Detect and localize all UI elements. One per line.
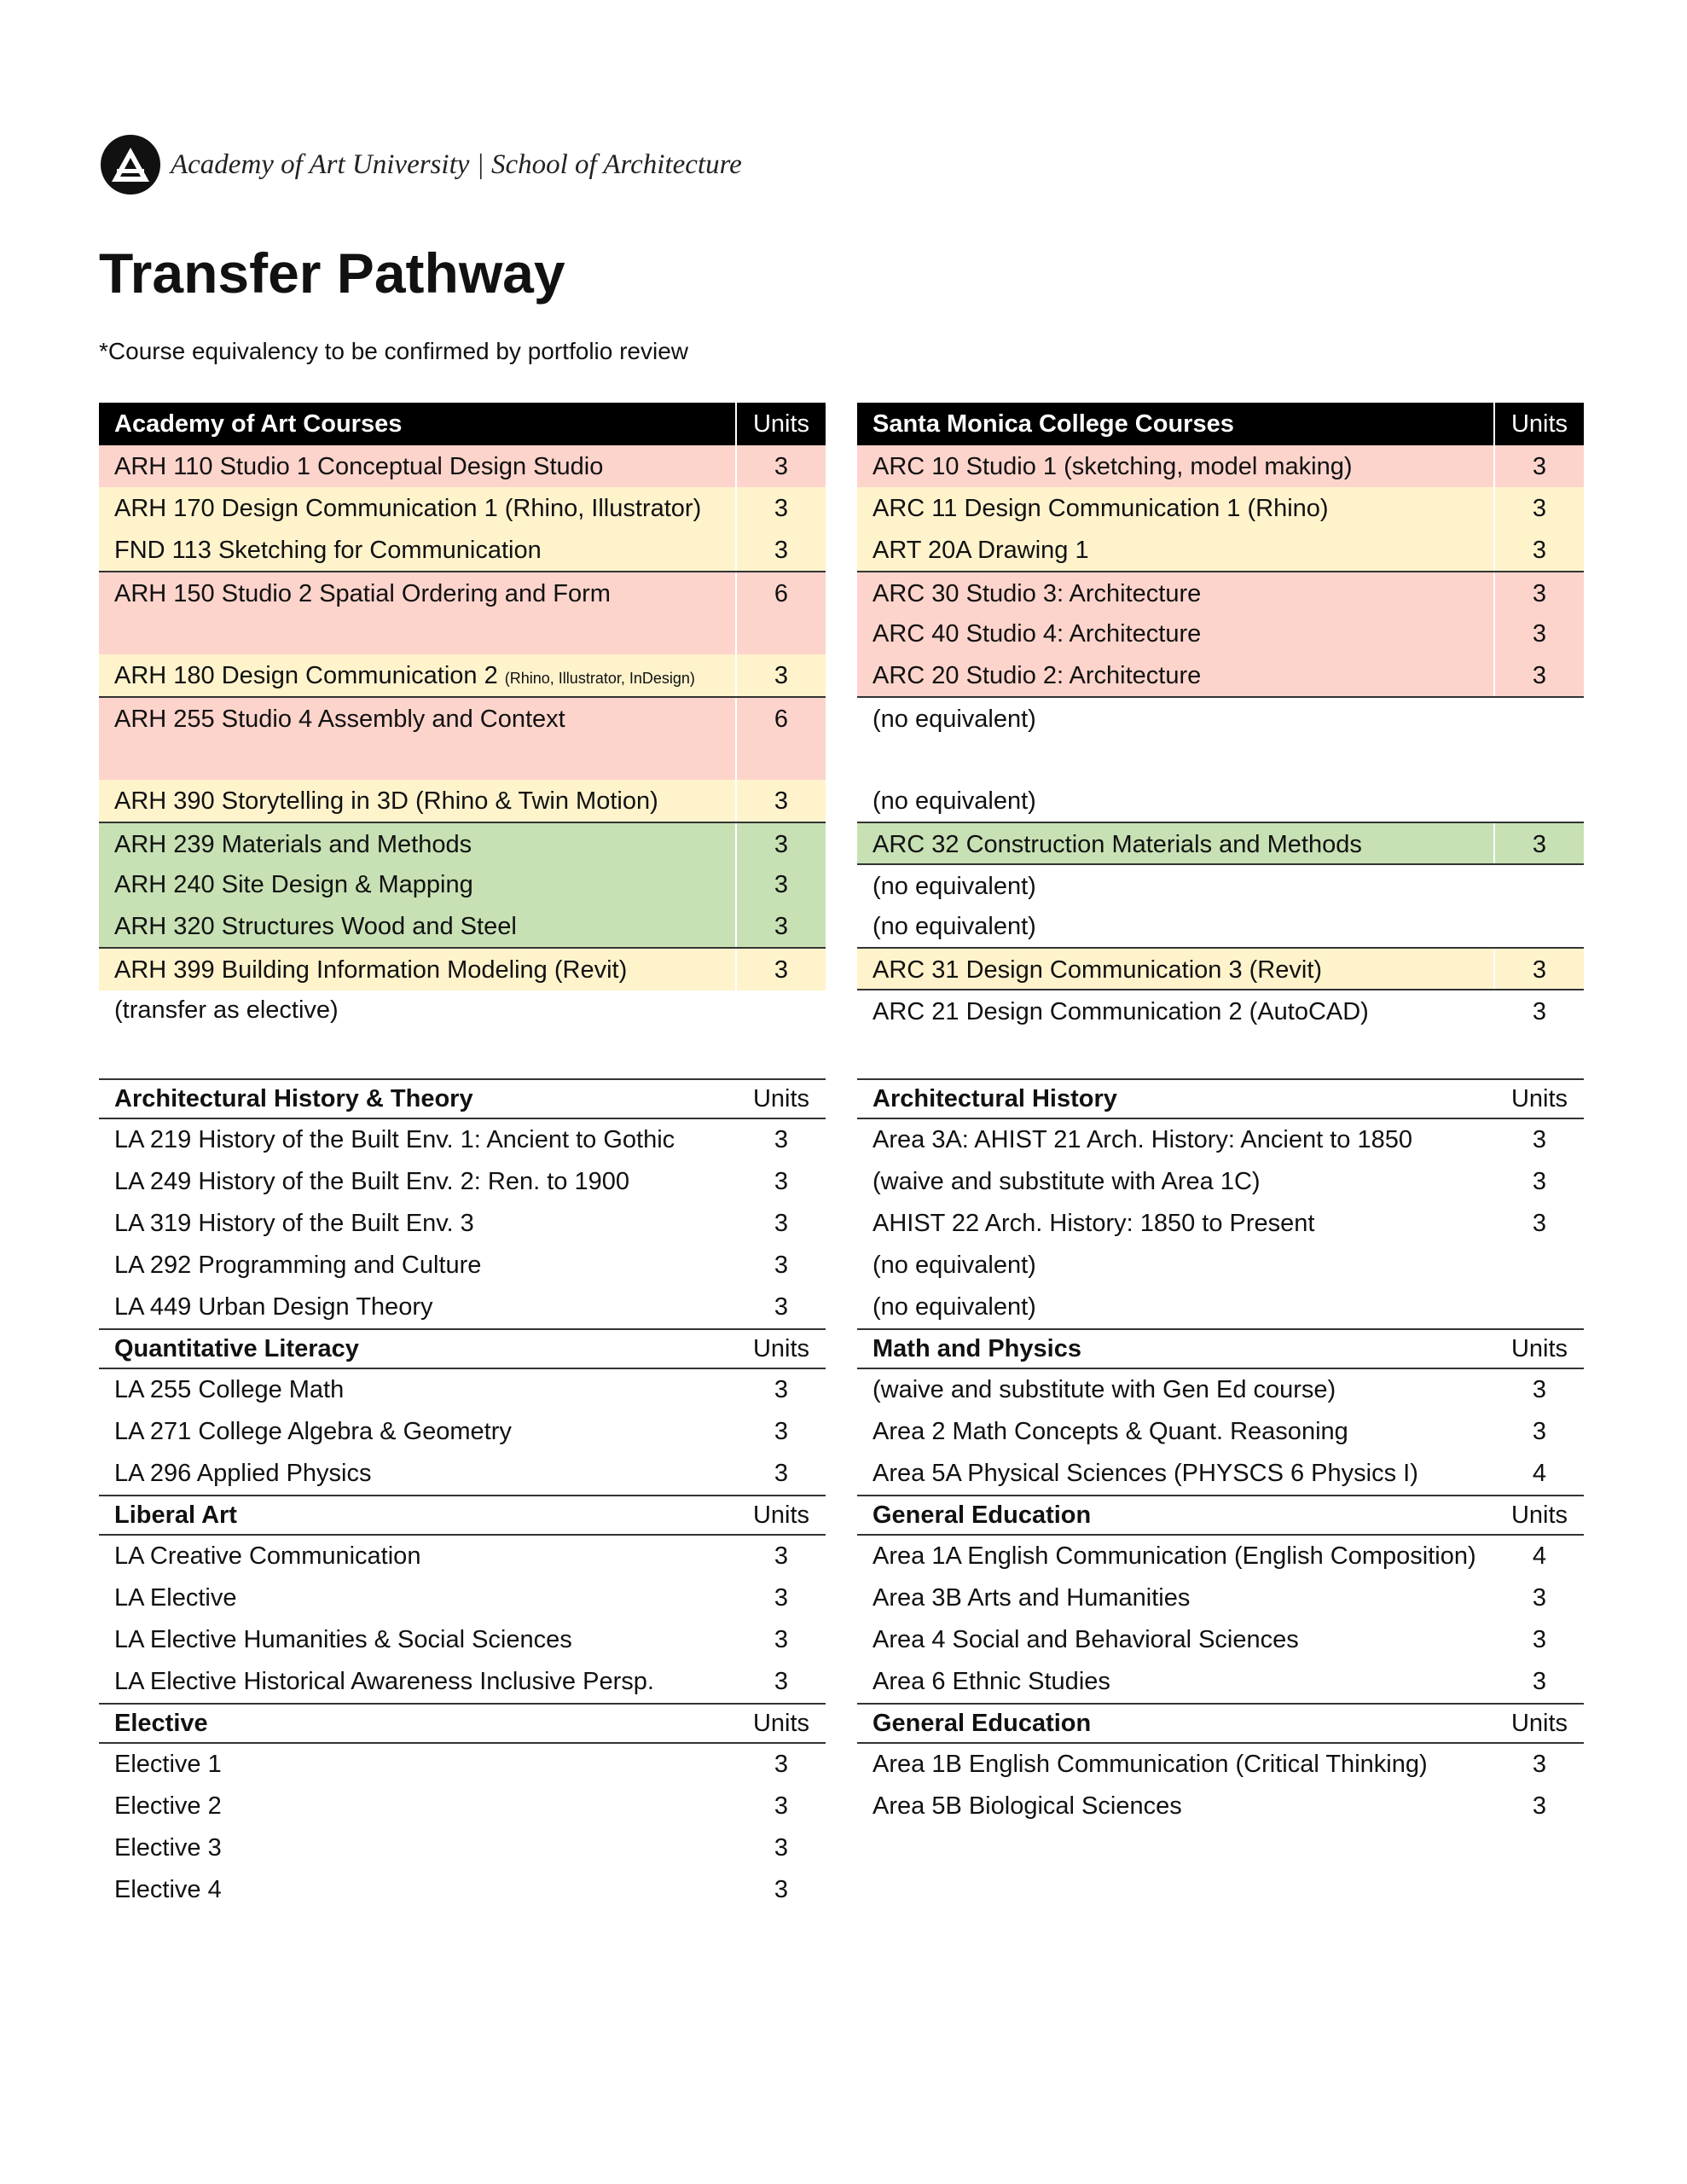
course-units: 3 xyxy=(1532,1418,1547,1445)
table-row xyxy=(99,654,826,696)
course-name: Area 1A English Communication (English Composition) xyxy=(872,1542,1476,1570)
course-units: 3 xyxy=(1532,1210,1547,1237)
section-history-theory xyxy=(99,1078,826,1328)
table-row xyxy=(857,1119,1584,1161)
institution-name: Academy of Art University | School of Architecture xyxy=(171,148,742,180)
course-name: Area 5A Physical Sciences (PHYSCS 6 Physics I) xyxy=(872,1460,1418,1487)
units-header: Units xyxy=(1510,1084,1568,1112)
aau-table-header xyxy=(99,403,826,445)
section-title: Quantitative Literacy xyxy=(114,1334,359,1362)
table-row xyxy=(99,1411,826,1453)
units-header: Units xyxy=(752,1709,810,1737)
smc-requirement-sections xyxy=(857,1078,1584,1827)
institution-header xyxy=(101,135,742,195)
course-units: 3 xyxy=(774,1168,789,1195)
table-row xyxy=(857,571,1584,614)
course-units: 3 xyxy=(1532,1126,1547,1153)
course-units: 3 xyxy=(1532,1168,1547,1195)
course-name: Elective 3 xyxy=(114,1834,222,1862)
units-header: Units xyxy=(1493,403,1584,445)
table-row xyxy=(857,1161,1584,1203)
equivalency-note: *Course equivalency to be confirmed by portfolio review xyxy=(99,338,689,364)
table-row xyxy=(857,654,1584,696)
course-name: (no equivalent) xyxy=(872,913,1036,940)
course-units: 3 xyxy=(735,905,826,947)
course-units: 3 xyxy=(774,1668,789,1695)
course-units: 6 xyxy=(735,572,826,656)
table-row xyxy=(857,780,1584,822)
course-units: 3 xyxy=(1493,654,1584,696)
course-name: ARH 240 Site Design & Mapping xyxy=(114,871,473,898)
table-row xyxy=(99,487,826,529)
course-units: 3 xyxy=(1532,1751,1547,1778)
course-units xyxy=(1495,905,1584,947)
course-name: ARH 399 Building Information Modeling (Revit) xyxy=(114,956,628,984)
course-name: Elective 2 xyxy=(114,1792,222,1820)
course-name: LA Elective Humanities & Social Sciences xyxy=(114,1626,572,1653)
course-units: 3 xyxy=(735,654,826,696)
table-row xyxy=(857,1536,1584,1577)
course-name: ARH 390 Storytelling in 3D (Rhino & Twin Motion) xyxy=(114,787,658,815)
course-name: ARC 11 Design Communication 1 (Rhino) xyxy=(872,495,1329,522)
course-name: Area 6 Ethnic Studies xyxy=(872,1668,1110,1695)
course-units: 3 xyxy=(774,1252,789,1279)
course-name: Area 1B English Communication (Critical Thinking) xyxy=(872,1751,1428,1778)
course-units: 3 xyxy=(735,863,826,905)
table-row xyxy=(857,905,1584,947)
course-units: 3 xyxy=(735,823,826,865)
course-name: LA 296 Applied Physics xyxy=(114,1460,372,1487)
course-name: ARH 239 Materials and Methods xyxy=(114,831,472,858)
course-name: LA 271 College Algebra & Geometry xyxy=(114,1418,512,1445)
section-header xyxy=(857,1703,1584,1744)
course-units: 4 xyxy=(1532,1460,1547,1487)
course-name: (no equivalent) xyxy=(872,787,1036,815)
course-units: 3 xyxy=(774,1876,789,1903)
section-title: General Education xyxy=(872,1709,1092,1737)
course-name: (no equivalent) xyxy=(872,873,1036,900)
course-name: LA Elective Historical Awareness Inclusive Persp. xyxy=(114,1668,654,1695)
table-row xyxy=(99,1744,826,1786)
table-row xyxy=(857,1245,1584,1287)
smc-table-header xyxy=(857,403,1584,445)
table-row xyxy=(99,1119,826,1161)
course-units: 3 xyxy=(1493,487,1584,529)
table-row xyxy=(99,1619,826,1661)
table-row xyxy=(99,822,826,865)
course-name: ARC 10 Studio 1 (sketching, model making) xyxy=(872,453,1353,480)
course-name: ARC 30 Studio 3: Architecture xyxy=(872,580,1202,607)
course-name: ARH 170 Design Communication 1 (Rhino, Illustrator) xyxy=(114,495,702,522)
course-name: (waive and substitute with Area 1C) xyxy=(872,1168,1261,1195)
section-header xyxy=(857,1078,1584,1119)
table-row xyxy=(857,696,1584,781)
course-units: 3 xyxy=(774,1792,789,1820)
section-general-education-1 xyxy=(857,1495,1584,1703)
course-name: ARH 150 Studio 2 Spatial Ordering and Form xyxy=(114,580,611,607)
units-header: Units xyxy=(1510,1334,1568,1362)
table-row xyxy=(857,947,1584,990)
table-row xyxy=(99,989,826,1031)
course-units: 3 xyxy=(1493,949,1584,990)
table-row xyxy=(857,487,1584,529)
table-row xyxy=(857,822,1584,865)
course-units: 3 xyxy=(774,1126,789,1153)
table-row xyxy=(99,1369,826,1411)
course-units: 3 xyxy=(774,1542,789,1570)
table-row xyxy=(99,1453,826,1495)
course-name: LA 219 History of the Built Env. 1: Ancient to Gothic xyxy=(114,1126,675,1153)
section-title: Liberal Art xyxy=(114,1501,237,1529)
section-title: Architectural History & Theory xyxy=(114,1084,473,1112)
table-row xyxy=(857,1619,1584,1661)
table-row xyxy=(857,1369,1584,1411)
table-row xyxy=(99,1869,826,1911)
course-units xyxy=(737,989,826,1031)
course-name: (no equivalent) xyxy=(872,1252,1036,1279)
course-name: (no equivalent) xyxy=(872,706,1036,733)
table-row xyxy=(857,1287,1584,1328)
course-name: Area 5B Biological Sciences xyxy=(872,1792,1182,1820)
course-name: LA 292 Programming and Culture xyxy=(114,1252,482,1279)
section-header xyxy=(99,1078,826,1119)
aau-requirement-sections xyxy=(99,1078,826,1911)
section-general-education-2 xyxy=(857,1703,1584,1827)
course-name: ARC 20 Studio 2: Architecture xyxy=(872,662,1202,689)
table-row xyxy=(99,1245,826,1287)
course-name: ART 20A Drawing 1 xyxy=(872,537,1089,564)
course-units: 3 xyxy=(774,1626,789,1653)
course-units: 3 xyxy=(1493,445,1584,487)
course-name: ARH 320 Structures Wood and Steel xyxy=(114,913,517,940)
table-row xyxy=(99,1536,826,1577)
course-name: (waive and substitute with Gen Ed course) xyxy=(872,1376,1336,1403)
units-header: Units xyxy=(752,1084,810,1112)
units-header: Units xyxy=(735,403,826,445)
table-row xyxy=(99,1287,826,1328)
table-row xyxy=(99,947,826,990)
aau-course-table xyxy=(99,403,826,1043)
course-units: 3 xyxy=(735,529,826,571)
table-row xyxy=(99,780,826,822)
section-title: Architectural History xyxy=(872,1084,1117,1112)
course-name: Area 4 Social and Behavioral Sciences xyxy=(872,1626,1299,1653)
units-header: Units xyxy=(1510,1709,1568,1737)
course-units: 3 xyxy=(1532,1626,1547,1653)
course-name: Area 3B Arts and Humanities xyxy=(872,1584,1191,1612)
table-row xyxy=(857,1453,1584,1495)
course-name: LA Creative Communication xyxy=(114,1542,421,1570)
units-header: Units xyxy=(1510,1501,1568,1529)
course-units: 6 xyxy=(735,698,826,781)
section-elective xyxy=(99,1703,826,1911)
table-row xyxy=(857,989,1584,1032)
table-row xyxy=(99,1661,826,1703)
table-row xyxy=(99,571,826,656)
table-row xyxy=(857,1577,1584,1619)
course-units: 3 xyxy=(1532,1668,1547,1695)
course-units: 3 xyxy=(774,1418,789,1445)
course-units: 3 xyxy=(774,1751,789,1778)
course-name: LA 249 History of the Built Env. 2: Ren. to 1900 xyxy=(114,1168,629,1195)
course-units: 3 xyxy=(1532,1584,1547,1612)
course-name: LA 319 History of the Built Env. 3 xyxy=(114,1210,474,1237)
course-name: ARC 21 Design Communication 2 (AutoCAD) xyxy=(872,998,1369,1025)
course-name: Elective 1 xyxy=(114,1751,222,1778)
units-header: Units xyxy=(752,1501,810,1529)
section-header xyxy=(99,1328,826,1369)
table-row xyxy=(857,445,1584,487)
course-name: ARC 40 Studio 4: Architecture xyxy=(872,620,1202,648)
course-units: 3 xyxy=(1493,572,1584,614)
course-name: Elective 4 xyxy=(114,1876,222,1903)
course-units: 3 xyxy=(774,1293,789,1321)
smc-header-title: Santa Monica College Courses xyxy=(872,410,1234,438)
course-units: 3 xyxy=(774,1376,789,1403)
course-name: Area 2 Math Concepts & Quant. Reasoning xyxy=(872,1418,1348,1445)
course-units: 3 xyxy=(1493,529,1584,571)
table-row xyxy=(857,1203,1584,1245)
section-header xyxy=(857,1328,1584,1369)
table-row xyxy=(857,1661,1584,1703)
course-units: 3 xyxy=(1532,998,1547,1025)
section-title: Elective xyxy=(114,1709,208,1737)
course-name: ARC 32 Construction Materials and Methods xyxy=(872,831,1362,858)
course-name: LA 449 Urban Design Theory xyxy=(114,1293,433,1321)
course-name: FND 113 Sketching for Communication xyxy=(114,537,542,564)
course-name: LA 255 College Math xyxy=(114,1376,345,1403)
course-name: AHIST 22 Arch. History: 1850 to Present xyxy=(872,1210,1315,1237)
section-header xyxy=(99,1703,826,1744)
section-architectural-history xyxy=(857,1078,1584,1328)
course-units: 3 xyxy=(774,1834,789,1862)
table-row xyxy=(857,1744,1584,1786)
units-header: Units xyxy=(752,1334,810,1362)
course-units xyxy=(1495,698,1584,781)
table-row xyxy=(857,613,1584,654)
section-liberal-art xyxy=(99,1495,826,1703)
page-title: Transfer Pathway xyxy=(99,241,565,305)
course-units: 3 xyxy=(1532,1792,1547,1820)
section-header xyxy=(857,1495,1584,1536)
section-math-physics xyxy=(857,1328,1584,1495)
course-units xyxy=(1495,780,1584,822)
table-row xyxy=(99,529,826,571)
table-row xyxy=(99,445,826,487)
section-title: General Education xyxy=(872,1501,1092,1529)
course-name: ARH 255 Studio 4 Assembly and Context xyxy=(114,706,565,733)
course-units: 4 xyxy=(1532,1542,1547,1570)
aau-header-title: Academy of Art Courses xyxy=(114,410,403,438)
table-row xyxy=(857,1411,1584,1453)
table-row xyxy=(857,863,1584,907)
course-units: 3 xyxy=(774,1210,789,1237)
course-units: 3 xyxy=(735,780,826,822)
table-row xyxy=(99,1827,826,1869)
academy-logo-icon xyxy=(101,135,160,195)
course-units: 3 xyxy=(735,487,826,529)
table-row xyxy=(857,529,1584,571)
section-quantitative-literacy xyxy=(99,1328,826,1495)
table-row xyxy=(99,696,826,781)
table-row xyxy=(857,1786,1584,1827)
course-units: 3 xyxy=(735,445,826,487)
table-row xyxy=(99,863,826,905)
course-units: 3 xyxy=(735,949,826,990)
course-units: 3 xyxy=(1493,823,1584,865)
table-row xyxy=(99,1161,826,1203)
table-row xyxy=(99,905,826,947)
course-name: ARH 110 Studio 1 Conceptual Design Studio xyxy=(114,453,604,480)
course-units: 3 xyxy=(774,1584,789,1612)
course-name: ARH 180 Design Communication 2 (Rhino, Illustrator, InDesign) xyxy=(114,662,695,689)
table-row xyxy=(99,1577,826,1619)
table-row xyxy=(99,1786,826,1827)
smc-course-table xyxy=(857,403,1584,1043)
section-header xyxy=(99,1495,826,1536)
course-name: ARC 31 Design Communication 3 (Revit) xyxy=(872,956,1323,984)
course-units: 3 xyxy=(1493,613,1584,654)
course-name: (transfer as elective) xyxy=(114,996,339,1024)
table-row xyxy=(99,1203,826,1245)
course-units: 3 xyxy=(1532,1376,1547,1403)
course-name: (no equivalent) xyxy=(872,1293,1036,1321)
course-units: 3 xyxy=(774,1460,789,1487)
course-name: Area 3A: AHIST 21 Arch. History: Ancient to 1850 xyxy=(872,1126,1412,1153)
course-name: LA Elective xyxy=(114,1584,237,1612)
section-title: Math and Physics xyxy=(872,1334,1081,1362)
course-units xyxy=(1495,865,1584,907)
